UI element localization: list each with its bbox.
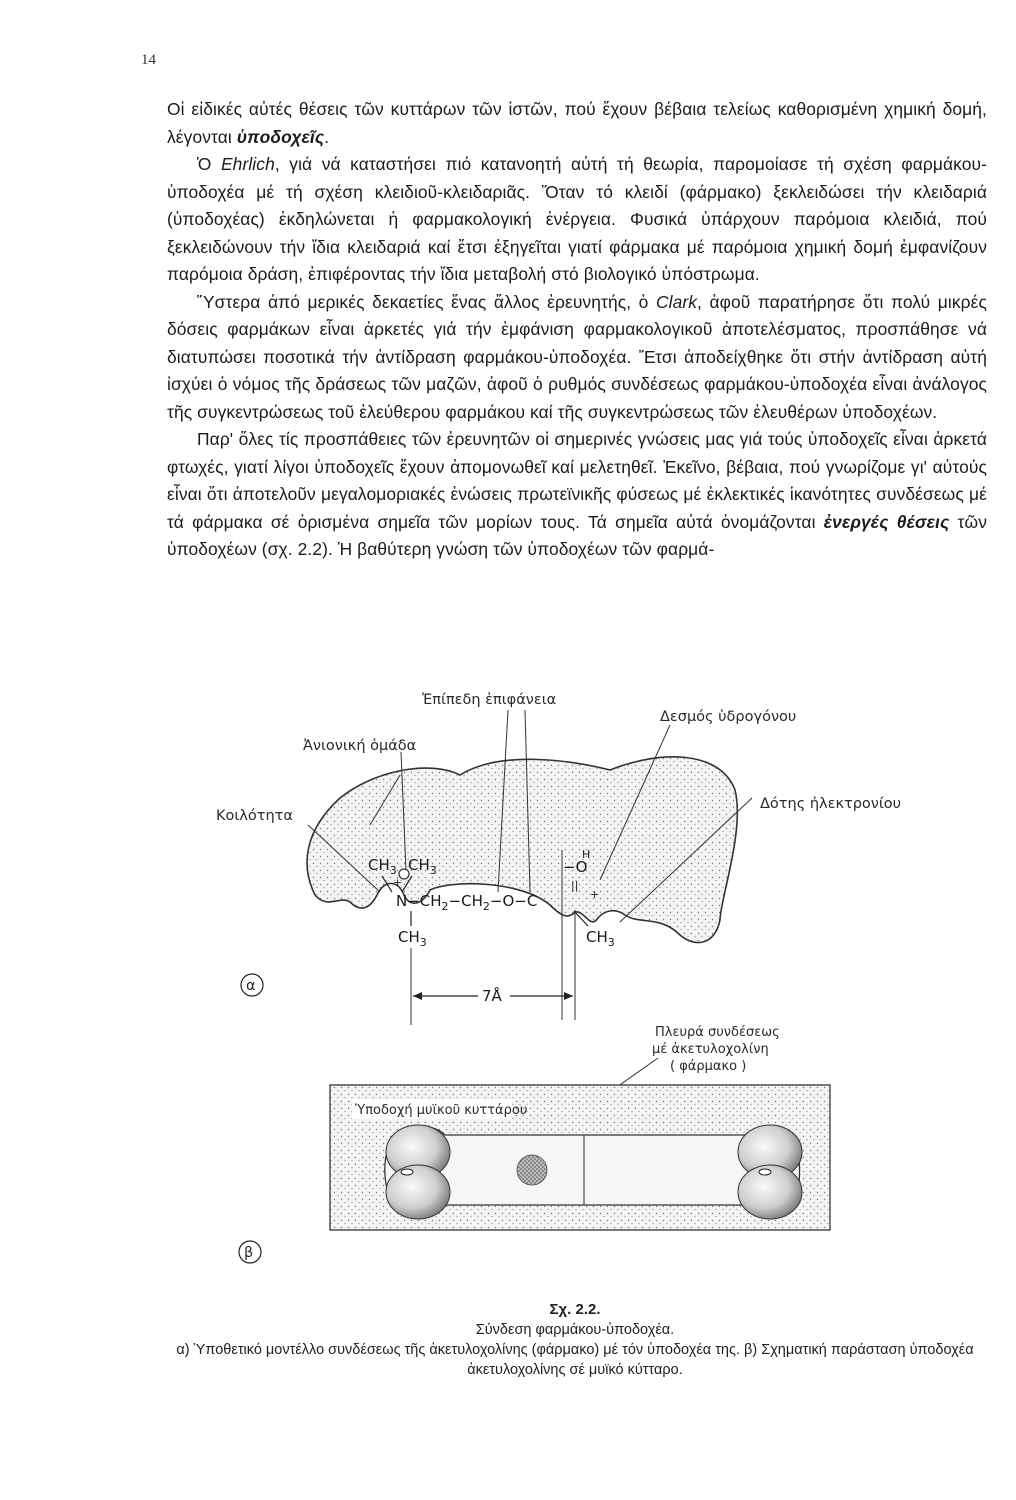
paragraph-2: [167, 151, 987, 289]
text-segment: Clark: [655, 291, 698, 312]
binding-pocket-left: [401, 1169, 413, 1175]
caption-title: Σύνδεση φαρμάκου-ὑποδοχέα.: [475, 1322, 675, 1338]
text-segment: τῶν ὑποδοχέων (σχ. 2.2). Ἡ βαθύτερη γνώση τῶν ὑποδοχέων τῶν φαρμά-: [167, 511, 988, 559]
figure-2-2: [200, 680, 1000, 1290]
label-anionic-group: Ἀνιονική ὁμάδα: [303, 738, 417, 754]
text-segment: ὑποδοχεῖς: [236, 126, 325, 147]
methyl-group-4: $CH_3$: [586, 928, 615, 949]
body-text: [167, 96, 987, 564]
carbon-charge: +: [590, 888, 600, 901]
panel-b-marker: β: [244, 1245, 254, 1261]
label-hydrogen-bond: Δεσμός ὑδρογόνου: [660, 709, 797, 725]
label-electron-donor: Δότης ἠλεκτρονίου: [760, 796, 902, 812]
text-segment: Παρ' ὅλες τίς προσπάθειες τῶν ἐρευνητῶν οἱ σημερινές γνώσεις μας γιά τούς ὑποδοχεῖς εἶναι ἀρκετά φτωχές, γιατί λίγοι ὑποδοχεῖς ἔχουν ἀπομονωθεῖ καί μελετηθεῖ. Ἐκεῖνο, βέβαια, πού γνωρίζομε γι' αὐτούς εἶναι ὅτι ἀποτελοῦν μεγαλομοριακές ἑνώσεις πρωτεϊνικῆς φύσεως μέ ἐκλεκτικές ἱκανότητες συνδέσεως μέ τά φάρμακα σέ ὁρισμένα σημεῖα τῶν μορίων τους. Τά σημεῖα αὐτά ὀνομάζονται: [167, 429, 987, 532]
figure-drawing: [200, 680, 1000, 1290]
methyl-group-3: $CH_3$: [398, 928, 427, 949]
label-muscle-cell-receptor: Ὑποδοχή μυϊκοῦ κυττάρου: [355, 1103, 528, 1118]
text-segment: , ἀφοῦ παρατήρησε ὅτι πολύ μικρές δόσεις φαρμάκων εἶναι ἀρκετές γιά τήν ἐμφάνιση φαρμακολογικοῦ ἀποτελέσματος, προσπάθησε νά διατυπώσει ποσοτικά τήν ἀντίδραση φαρμάκου-ὑποδοχέα. Ἔτσι ἀποδείχθηκε ὅτι στήν ἀντίδραση αὐτή ἰσχύει ὁ νόμος τῆς δράσεως τῶν μαζῶν, ἀφοῦ ὁ ρυθμός συνδέσεως φαρμάκου-ὑποδοχέα εἶναι ἀνάλογος τῆς συγκεντρώσεως τοῦ ἐλεύθερου φαρμάκου καί τῆς συγκεντρώσεως τῶν ἐλευθέρων ὑποδοχέων.: [167, 291, 987, 422]
receptor-lobe-bottom-left: [386, 1165, 450, 1219]
methyl-group-2: $CH_3$: [408, 856, 437, 877]
text-segment: Ὁ: [197, 154, 221, 174]
paragraph-1: [167, 96, 987, 151]
label-flat-surface: Ἐπίπεδη ἐπιφάνεια: [422, 692, 557, 708]
label-binding-side-line1: Πλευρά συνδέσεως: [655, 1025, 780, 1040]
distance-label: 7Å: [482, 987, 502, 1005]
text-segment: Ehrlich: [220, 154, 275, 174]
label-cavity: Κοιλότητα: [216, 808, 293, 824]
binding-pocket-right: [759, 1169, 771, 1175]
text-segment: .: [324, 126, 330, 147]
paragraph-3: [167, 289, 987, 427]
text-segment: , γιά νά καταστήσει πιό κατανοητή αὐτή τή θεωρία, παρομοίασε τή σχέση φαρμάκου-ὑποδοχέα μέ τή σχέση κλειδιοῦ-κλειδαριᾶς. Ὅταν τό κλειδί (φάρμακο) ξεκλειδώσει τήν κλειδαριά (ὑποδοχέας) ἐκδηλώνεται ἡ φαρμακολογική ἐνέργεια. Φυσικά ὑπάρχουν παρόμοια κλειδιά, πού ξεκλειδώνουν τήν ἴδια κλειδαριά καί ἔτσι ἐξηγεῖται γιατί φάρμακα μέ παρόμοια χημική δομή ἐμφανίζουν παρόμοια δράση, ἐπιφέροντας τήν ἴδια μεταβολή στό βιολογικό ὑπόστρωμα.: [167, 154, 987, 284]
label-binding-side-line2: μέ ἀκετυλοχολίνη: [652, 1042, 769, 1057]
methyl-group-1: $CH_3$: [368, 856, 397, 877]
label-binding-side-line3: ( φάρμακο ): [670, 1059, 747, 1074]
caption-description: α) Ὑποθετικό μοντέλλο συνδέσεως τῆς ἀκετυλοχολίνης (φάρμακο) μέ τόν ὑποδοχέα της. β) Σχηματική παράσταση ὑποδοχέα ἀκετυλοχολίνης σέ μυϊκό κύτταρο.: [176, 1342, 974, 1378]
receptor-surface: [307, 757, 737, 943]
choline-chain: $N-CH_2-CH_2-O-C$: [396, 892, 538, 913]
double-bond: ||: [571, 879, 579, 892]
page-number: 14: [141, 52, 156, 68]
distance-marker: [413, 986, 573, 1005]
carbonyl-oxygen: −O: [563, 858, 588, 876]
caption-figure-number: Σχ. 2.2.: [549, 1301, 601, 1318]
acetylcholine-molecule-b: [517, 1155, 547, 1185]
paragraph-4: [167, 426, 987, 564]
hydrogen-atom: H: [582, 848, 591, 861]
panel-a-marker: α: [246, 978, 256, 994]
nitrogen-charge: +: [393, 876, 403, 889]
text-segment: Οἱ εἰδικές αὐτές θέσεις τῶν κυττάρων τῶν ἱστῶν, πού ἔχουν βέβαια τελείως καθορισμένη χημική δομή, λέγονται: [167, 99, 987, 147]
text-segment: ἐνεργές θέσεις: [823, 511, 950, 532]
figure-caption: [160, 1300, 990, 1380]
text-segment: Ὕστερα ἀπό μερικές δεκαετίες ἕνας ἄλλος ἐρευνητής, ὁ: [197, 291, 656, 312]
